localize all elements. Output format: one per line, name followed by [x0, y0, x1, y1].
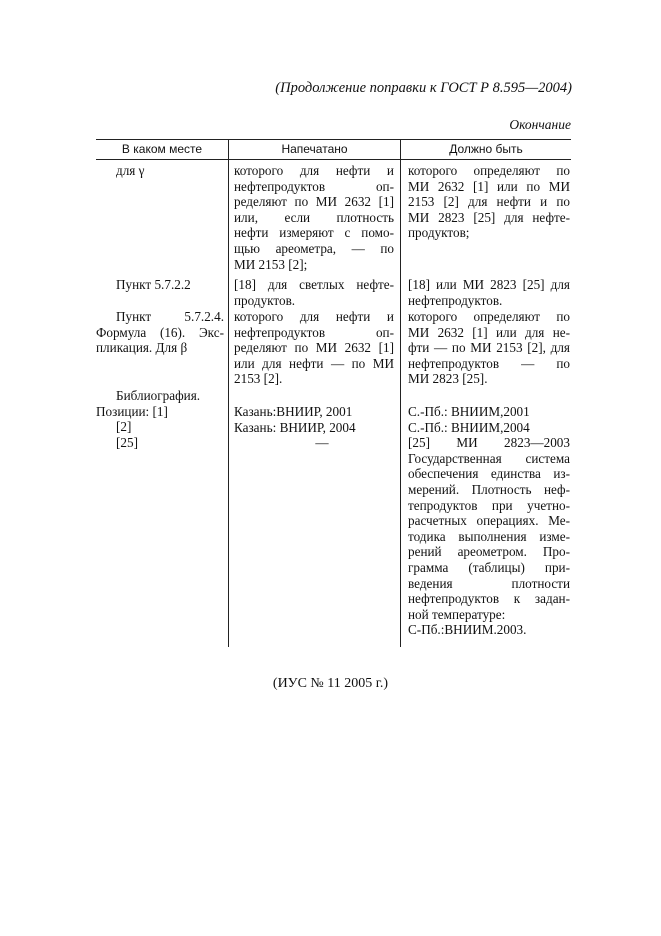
text-line: ределяют по МИ 2632 [1] — [234, 340, 394, 356]
text-line: нефтепродуктов к задан- — [408, 591, 570, 607]
row-4-should-be — [408, 404, 570, 638]
ending-label: Окончание — [509, 117, 571, 132]
text-line: [25] — [116, 434, 138, 450]
text-line: обеспечения единства из- — [408, 466, 570, 482]
text-line: [18] для светлых нефте- — [234, 277, 394, 292]
row-1-where — [116, 163, 224, 179]
text-line: ной температуре: — [408, 606, 506, 622]
text-line: которого для нефти и — [234, 309, 394, 324]
text-line: С-Пб.:ВНИИМ.2003. — [408, 622, 527, 638]
text-line: пликация. Для β — [96, 340, 188, 356]
text-line: МИ 2632 [1] или для не- — [408, 324, 570, 340]
row-3-should-be — [408, 309, 570, 387]
table-header-rule — [96, 159, 571, 160]
text-line: 2153 [2]. — [234, 371, 283, 387]
continuation-title: (Продолжение поправки к ГОСТ Р 8.595—2004) — [275, 80, 572, 96]
text-line: — — [315, 435, 329, 451]
text-line: МИ 2823 [25] для нефте- — [408, 209, 570, 225]
text-line: нефтепродуктов — по — [408, 355, 570, 371]
row-2-should-be — [408, 277, 570, 308]
text-line: [18] или МИ 2823 [25] для — [408, 277, 570, 292]
row-1-printed — [234, 163, 394, 272]
row-3-printed — [234, 309, 394, 387]
text-line: нефтепродуктов оп- — [234, 178, 394, 194]
column-divider-1 — [228, 139, 229, 647]
text-line: щью ареометра, — по — [234, 240, 394, 256]
text-line: Пункт 5.7.2.2 — [116, 277, 191, 292]
text-line: Формула (16). Экс- — [96, 324, 224, 340]
text-line: или для нефти — по МИ — [234, 355, 394, 371]
text-line: которого для нефти и — [234, 163, 394, 178]
header-should-be: Должно быть — [449, 142, 523, 156]
text-line: продуктов; — [408, 225, 470, 241]
row-1-should-be — [408, 163, 570, 241]
text-line: рений ареометром. Про- — [408, 544, 570, 560]
text-line: ределяют по МИ 2632 [1] — [234, 194, 394, 210]
text-line: Пункт 5.7.2.4. — [116, 309, 224, 324]
header-printed: Напечатано — [281, 142, 348, 156]
text-line: нефтепродуктов. — [408, 292, 503, 308]
row-2-printed — [234, 277, 394, 308]
column-divider-2 — [400, 139, 401, 647]
text-line: грамма (таблицы) при- — [408, 559, 570, 575]
text-line: тодика выполнения изме- — [408, 528, 570, 544]
text-line: [2] — [116, 419, 132, 435]
header-where: В каком месте — [121, 142, 203, 156]
row-4-printed — [234, 404, 394, 451]
text-line: нефтепродуктов оп- — [234, 324, 394, 340]
text-line: фти — по МИ 2153 [2], для — [408, 340, 570, 356]
ius-reference: (ИУС № 11 2005 г.) — [272, 676, 389, 691]
text-line: С.-Пб.: ВНИИМ,2001 — [408, 404, 530, 419]
text-line: для γ — [116, 163, 145, 178]
table-top-rule — [96, 139, 571, 140]
row-3-where — [96, 309, 224, 356]
row-2-where — [116, 277, 224, 293]
text-line: расчетных операциях. Ме- — [408, 513, 570, 529]
text-line: мерений. Плотность неф- — [408, 481, 570, 497]
text-line: Государственная система — [408, 450, 570, 466]
text-line: Позиции: [1] — [96, 403, 168, 419]
text-line: 2153 [2] для нефти и по — [408, 194, 570, 210]
text-line: С.-Пб.: ВНИИМ,2004 — [408, 419, 530, 435]
text-line: МИ 2153 [2]; — [234, 256, 308, 272]
text-line: МИ 2823 [25]. — [408, 371, 488, 387]
text-line: нефти измеряют с помо- — [234, 225, 394, 241]
text-line: которого определяют по — [408, 163, 570, 178]
text-line: МИ 2632 [1] или по МИ — [408, 178, 570, 194]
text-line: или, если плотность — [234, 209, 394, 225]
text-line: [25] МИ 2823—2003 — [408, 435, 570, 451]
row-4-where — [96, 388, 224, 450]
text-line: которого определяют по — [408, 309, 570, 324]
text-line: Казань: ВНИИР, 2004 — [234, 419, 356, 435]
text-line: продуктов. — [234, 292, 296, 308]
text-line: Казань:ВНИИР, 2001 — [234, 404, 353, 419]
text-line: тепродуктов при учетно- — [408, 497, 570, 513]
text-line: Библиография. — [116, 388, 201, 403]
text-line: ведения плотности — [408, 575, 570, 591]
